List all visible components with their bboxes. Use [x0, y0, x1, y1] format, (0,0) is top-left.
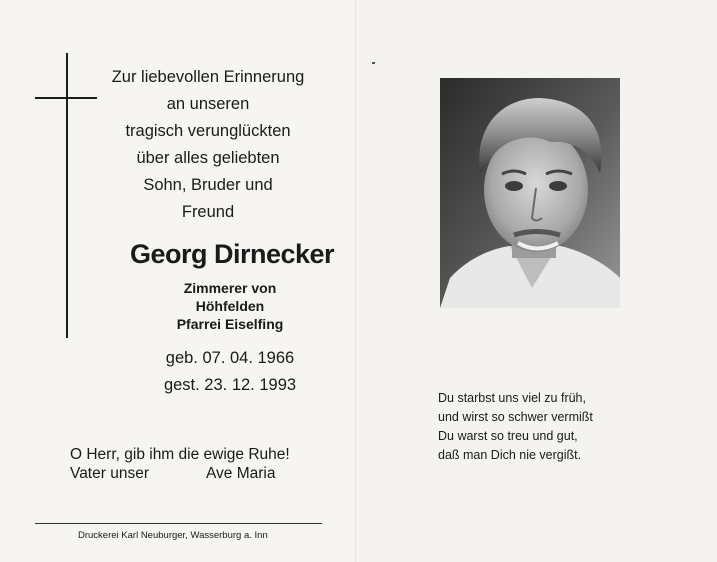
footer-rule [35, 523, 322, 524]
deceased-name: Georg Dirnecker [129, 239, 335, 269]
intro-line: Freund [181, 203, 235, 221]
cross-horizontal-bar [35, 97, 97, 99]
occupation-line: Höhfelden [195, 298, 265, 314]
intro-text [108, 64, 308, 226]
poem-line: Du starbst uns viel zu früh, [438, 391, 586, 405]
poem-block [438, 389, 638, 465]
death-date: gest. 23. 12. 1993 [163, 376, 297, 394]
intro-line: an unseren [166, 95, 250, 113]
intro-line: Zur liebevollen Erinnerung [111, 68, 305, 86]
dates-block [130, 345, 330, 399]
prayer-ave-maria: Ave Maria [206, 465, 276, 482]
portrait-photo [440, 78, 620, 308]
intro-line: Sohn, Bruder und [143, 176, 273, 194]
occupation-line: Pfarrei Eiselfing [176, 316, 284, 332]
occupation-block [130, 279, 330, 333]
prayer-vater-unser: Vater unser [70, 465, 149, 482]
printer-credit: Druckerei Karl Neuburger, Wasserburg a. Inn [78, 530, 268, 541]
paper-speck [372, 62, 375, 64]
intro-line: tragisch verunglückten [125, 122, 291, 140]
cross-vertical-bar [66, 53, 68, 338]
poem-line: daß man Dich nie vergißt. [438, 448, 582, 462]
intro-line: über alles geliebten [136, 149, 280, 167]
occupation-line: Zimmerer von [183, 280, 277, 296]
card-fold [355, 0, 357, 562]
birth-date: geb. 07. 04. 1966 [165, 349, 295, 367]
portrait-image [440, 78, 620, 308]
poem-line: und wirst so schwer vermißt [438, 410, 593, 424]
poem-line: Du warst so treu und gut, [438, 429, 578, 443]
prayer-line: O Herr, gib ihm die ewige Ruhe! [70, 446, 290, 463]
